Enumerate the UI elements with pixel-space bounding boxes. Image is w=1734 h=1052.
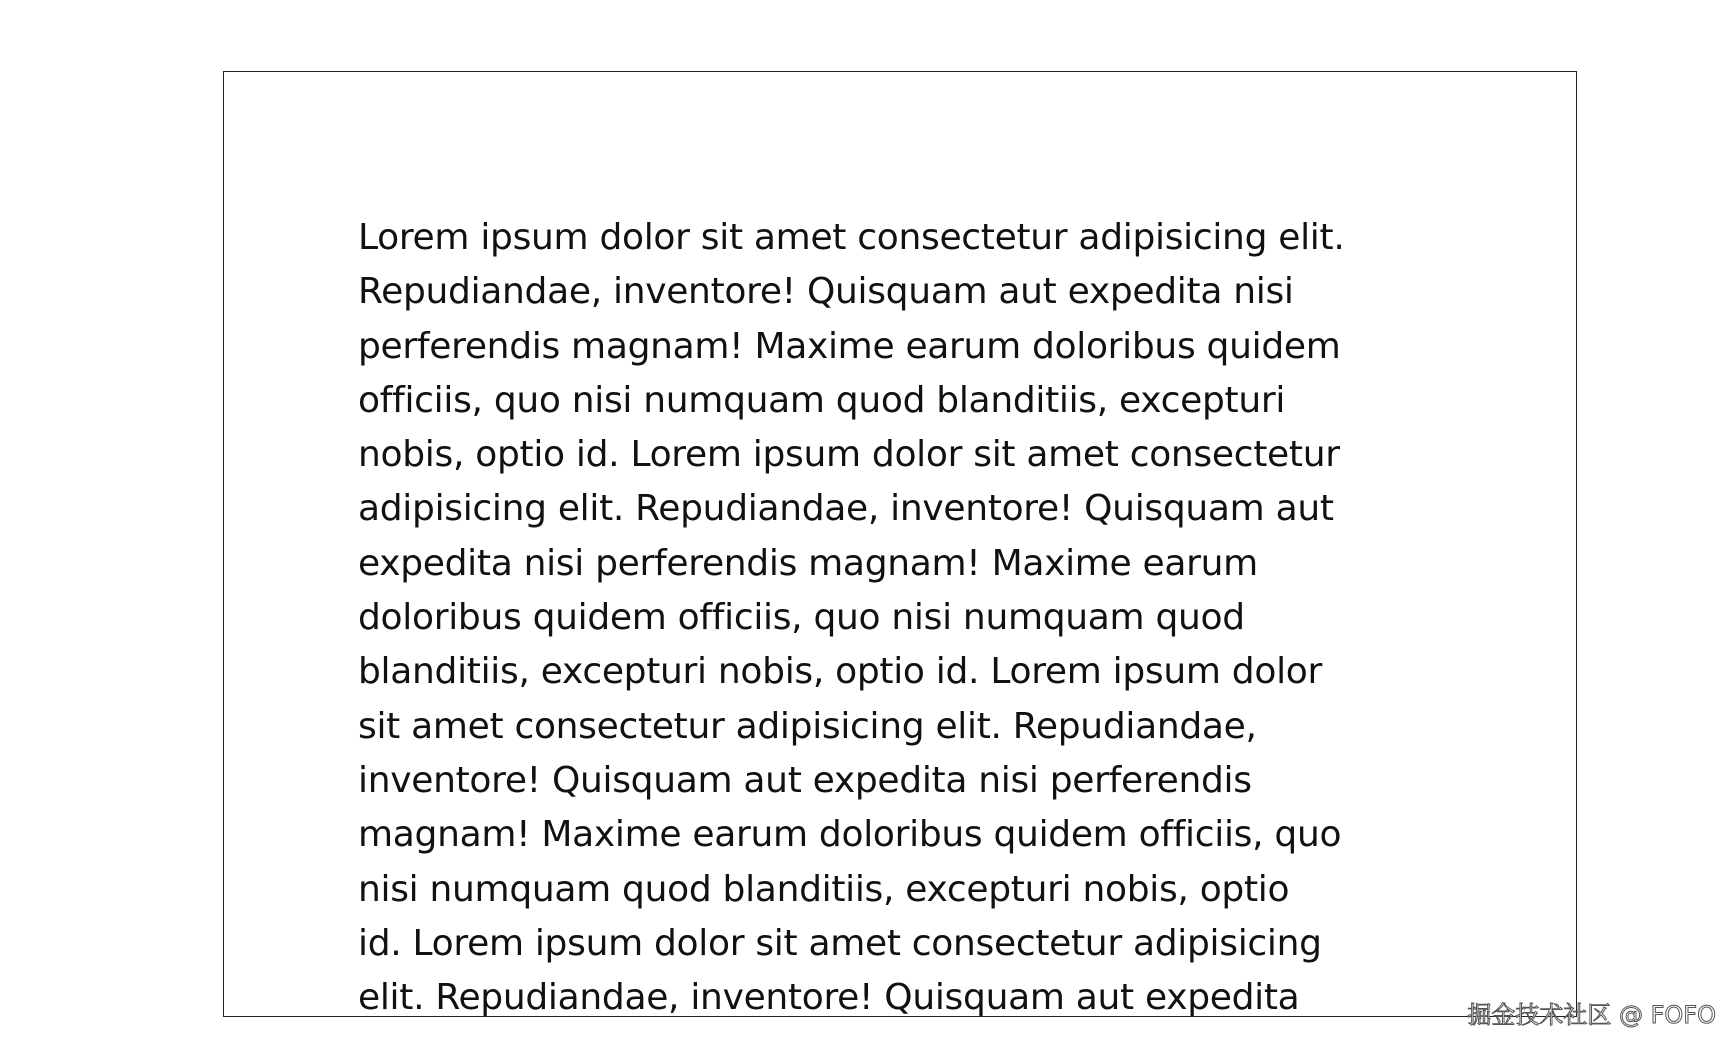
text-line: magnam! Maxime earum doloribus quidem officiis, quo: [358, 814, 1342, 856]
text-line: officiis, quo nisi numquam quod blanditiis, excepturi: [358, 379, 1286, 421]
text-line: perferendis magnam! Maxime earum doloribus quidem: [358, 325, 1341, 367]
text-line: adipisicing elit. Repudiandae, inventore! Quisquam aut: [358, 488, 1334, 530]
body-text: [358, 211, 1452, 1017]
watermark: 掘金技术社区 @ FOFO: [1467, 1001, 1716, 1029]
content-box: [223, 71, 1577, 1017]
text-line: sit amet consectetur adipisicing elit. Repudiandae,: [358, 705, 1257, 747]
text-line: expedita nisi perferendis magnam! Maxime earum: [358, 542, 1258, 584]
text-line: elit. Repudiandae, inventore! Quisquam aut expedita: [358, 977, 1300, 1017]
text-line: Lorem ipsum dolor sit amet consectetur adipisicing elit.: [358, 217, 1345, 258]
text-line: nisi numquam quod blanditiis, excepturi nobis, optio: [358, 868, 1290, 910]
text-line: blanditiis, excepturi nobis, optio id. Lorem ipsum dolor: [358, 651, 1323, 693]
text-line: id. Lorem ipsum dolor sit amet consectetur adipisicing: [358, 922, 1322, 964]
text-line: inventore! Quisquam aut expedita nisi perferendis: [358, 759, 1252, 801]
text-line: doloribus quidem officiis, quo nisi numquam quod: [358, 597, 1245, 639]
text-line: nobis, optio id. Lorem ipsum dolor sit amet consectetur: [358, 434, 1340, 476]
text-line: Repudiandae, inventore! Quisquam aut expedita nisi: [358, 271, 1294, 313]
